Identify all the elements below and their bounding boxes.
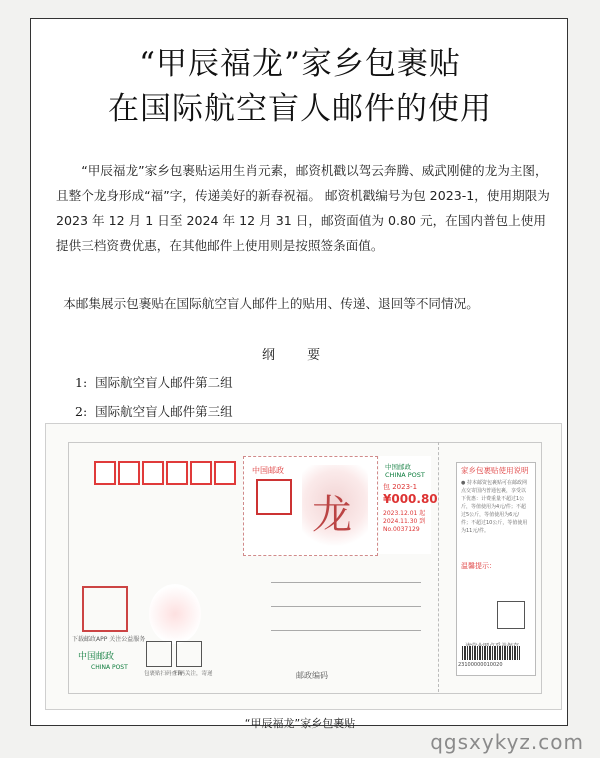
zip-code-label: 邮政编码 bbox=[296, 671, 328, 680]
address-line bbox=[271, 606, 421, 607]
qr-caption: 包裹贴扫码查询 bbox=[144, 671, 183, 677]
meter-logo: 中国邮政 CHINA POST bbox=[385, 463, 425, 479]
china-post-logo: 中国邮政 bbox=[78, 652, 115, 662]
outline-item bbox=[75, 373, 233, 391]
instructions-title: 家乡包裹贴使用说明 bbox=[461, 466, 529, 475]
follow-qr-code-icon bbox=[176, 641, 202, 667]
stamp-label: 中国邮政 bbox=[252, 466, 284, 475]
barcode-icon bbox=[462, 646, 520, 660]
postcode-box bbox=[94, 461, 116, 485]
dragon-fu-icon: 龙 bbox=[302, 465, 368, 547]
watermark: qgsxykyz.com bbox=[430, 730, 584, 754]
barcode-number: 23100000010020 bbox=[458, 662, 503, 668]
outline-item-number: 2: bbox=[75, 404, 88, 419]
postcode-box bbox=[166, 461, 188, 485]
usage-instructions-panel bbox=[456, 462, 536, 676]
page-title-line1: “甲辰福龙”家乡包裹贴 bbox=[139, 46, 461, 82]
card-caption: “甲辰福龙”家乡包裹贴 bbox=[244, 717, 356, 730]
app-qr-code-icon bbox=[82, 586, 128, 632]
intro-paragraph: “甲辰福龙”家乡包裹贴运用生肖元素，邮资机戳以驾云奔腾、威武刚健的龙为主图，且整个龙身形成“福”字，传递美好的新春祝福。 邮资机戳编号为包 2023-1，使用期限为 2023 年 12 月 1 日至 2024 年 12 月 31 日，邮资面值为 0.80 元，在国内普包上使用提供三档资费优惠，在其他邮件上使用则是按照签条面值。 bbox=[56, 163, 550, 253]
outline-item-label: 国际航空盲人邮件第二组 bbox=[95, 375, 233, 390]
parcel-label-card bbox=[45, 423, 562, 710]
outline-item bbox=[75, 402, 233, 420]
app-qr-caption: 下载邮政APP 关注公益服务 bbox=[72, 636, 146, 643]
outline-item-number: 1: bbox=[75, 375, 88, 390]
postcode-box bbox=[142, 461, 164, 485]
perforation-line bbox=[438, 442, 439, 692]
instructions-body: ● 持本邮资包裹贴可在邮政网点交寄国内普通包裹，享受以下优惠：计费重量不超过1公斤，等值使用为4元/件；不超过5公斤，等值使用为6元/件；不超过10公斤，等值使用为11元/件。 bbox=[461, 480, 528, 534]
charity-badge-icon bbox=[149, 584, 201, 644]
postcode-box bbox=[214, 461, 236, 485]
meter-code: 包 2023-1 bbox=[383, 483, 418, 491]
qr-code-icon bbox=[256, 479, 292, 515]
postcode-box bbox=[190, 461, 212, 485]
postcode-box bbox=[118, 461, 140, 485]
outline-heading: 纲 要 bbox=[262, 348, 335, 363]
meter-dates: 2023.12.01 起 2024.11.30 到 No.0037129 bbox=[383, 510, 426, 533]
outline-item-label: 国际航空盲人邮件第三组 bbox=[95, 404, 233, 419]
tips-heading: 温馨提示： bbox=[461, 562, 496, 570]
address-line bbox=[271, 582, 421, 583]
postage-meter-stamp bbox=[379, 456, 438, 554]
qr-code-icon bbox=[497, 601, 525, 629]
postcode-boxes bbox=[94, 461, 236, 485]
dragon-stamp-image bbox=[243, 456, 378, 556]
qr-caption: 扫码关注，寄递 bbox=[174, 671, 213, 677]
address-line bbox=[271, 630, 421, 631]
page-title-line2: 在国际航空盲人邮件的使用 bbox=[108, 91, 492, 127]
exhibit-scope-paragraph: 本邮集展示包裹贴在国际航空盲人邮件上的贴用、传递、退回等不同情况。 bbox=[63, 296, 479, 311]
meter-value: ¥000.80 bbox=[383, 492, 438, 506]
tracking-qr-code-icon bbox=[146, 641, 172, 667]
china-post-logo-sub: CHINA POST bbox=[91, 664, 128, 671]
